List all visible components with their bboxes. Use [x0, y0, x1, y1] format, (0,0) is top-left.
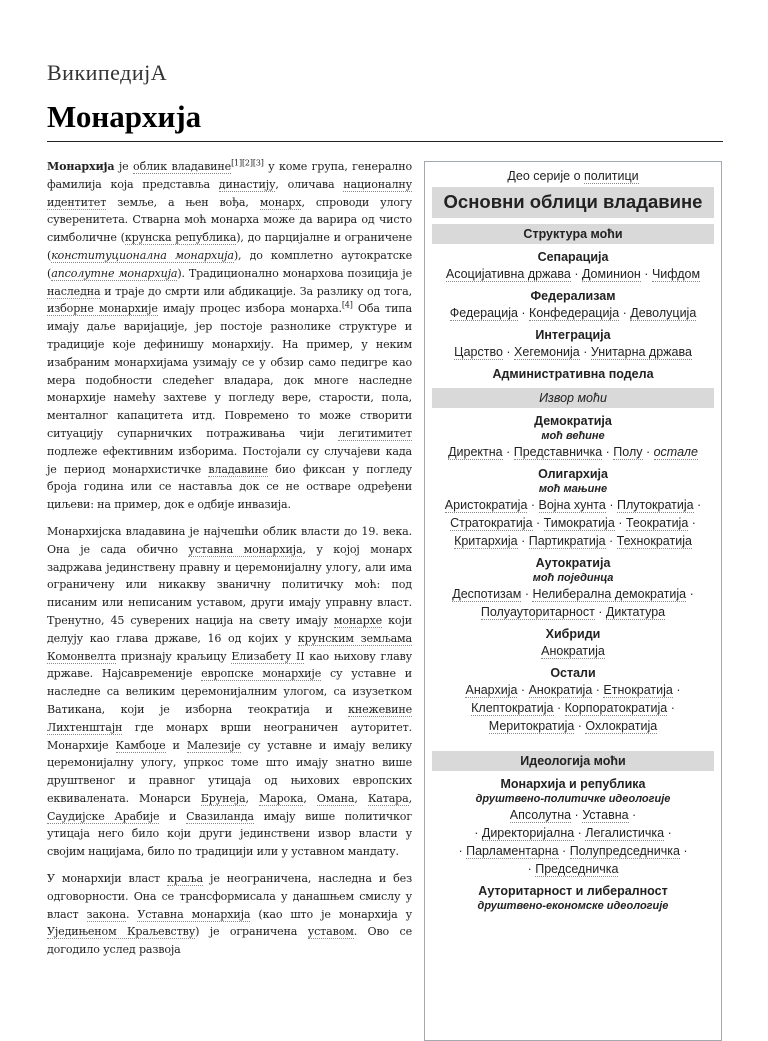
- infobox-item-link[interactable]: Тимократија: [543, 516, 615, 530]
- article-link[interactable]: монархе: [333, 613, 383, 627]
- bullet-separator: ·: [532, 516, 544, 530]
- infobox-items-row: [432, 496, 714, 514]
- article-text: ), до парцијалне и ограничене (: [47, 231, 413, 262]
- article-link[interactable]: Свазиланда: [186, 809, 254, 823]
- infobox-group-items: [432, 343, 714, 361]
- infobox-item-link[interactable]: Доминион: [581, 267, 641, 281]
- infobox-item-link[interactable]: Стратократија: [450, 516, 533, 530]
- article-text: , спроводи улогу суверенитета. Стварна моћ монарха може да варира од чисто симболичне (: [47, 195, 412, 245]
- article-text: ,: [354, 791, 368, 805]
- article-body: [47, 158, 412, 968]
- infobox-title: Основни облици владавине: [432, 187, 714, 218]
- infobox-group-title[interactable]: Федерализам: [530, 289, 616, 303]
- infobox-group-note: моћ појединца: [532, 572, 614, 584]
- article-text: Монархијска владавина је најчешћи облик власти до 19. века. Она је сада обично: [47, 524, 412, 556]
- article-link[interactable]: династију: [218, 177, 276, 191]
- bullet-separator: ·: [672, 683, 681, 697]
- infobox-item-link[interactable]: Анократија: [528, 683, 593, 697]
- article-text: подлеже ефективним изборима. Постојали су случајеви када је период монархистичке: [47, 444, 412, 476]
- infobox-item-link[interactable]: Хегемонија: [514, 345, 580, 359]
- article-link[interactable]: Уједињеном Краљевству: [47, 925, 196, 939]
- infobox-group-items: [432, 304, 714, 322]
- infobox-items-row: [432, 824, 714, 842]
- infobox-item-link[interactable]: Апсолутна: [509, 808, 572, 822]
- infobox-group-title[interactable]: Хибриди: [545, 627, 601, 641]
- infobox-group-title[interactable]: Ауторитарност и либералност: [478, 884, 668, 898]
- article-text: су уставне и имају велику церемонијалну улогу, упркос томе што имају знатно више друштвеног и правног утицаја од њихових европских еквивалената. Монарси: [47, 738, 412, 805]
- infobox-item-link[interactable]: Деволуција: [630, 306, 697, 320]
- infobox-items-row: [432, 806, 714, 824]
- infobox-items-row: [432, 585, 714, 603]
- article-link[interactable]: крунска република: [124, 231, 237, 245]
- bullet-separator: ·: [664, 826, 672, 840]
- bullet-separator: ·: [571, 808, 583, 822]
- infobox-group-title[interactable]: Административна подела: [492, 367, 654, 381]
- bullet-separator: ·: [579, 345, 591, 359]
- infobox-item-link[interactable]: Охлократија: [585, 719, 658, 733]
- article-link[interactable]: краља: [167, 872, 203, 886]
- article-link[interactable]: конституционална монархија: [51, 248, 234, 262]
- article-link[interactable]: уставом: [307, 925, 354, 939]
- bullet-separator: ·: [640, 267, 652, 281]
- article-text: и: [165, 738, 187, 752]
- infobox-items-row: [432, 343, 714, 361]
- article-text: ) је ограничена: [195, 925, 308, 939]
- infobox-group-note: моћ већине: [541, 430, 605, 442]
- infobox-item-link[interactable]: Етнократија: [603, 683, 673, 697]
- bullet-separator: ·: [642, 445, 654, 459]
- infobox-group-note: друштвено-економске идеологије: [477, 900, 669, 912]
- article-text: су уставне и наследне са великим церемонијалним улогом, са изузетком Ватикана, који је изборна теократија и: [47, 667, 412, 716]
- article-link[interactable]: монарх: [259, 195, 302, 209]
- infobox-item-link[interactable]: Војна хунта: [538, 498, 606, 512]
- article-link[interactable]: Катара: [367, 791, 409, 805]
- infobox-item-link[interactable]: Асоцијативна држава: [445, 267, 571, 281]
- infobox-items-row: [432, 642, 714, 660]
- article-text: .: [125, 907, 138, 921]
- section-spacer: [432, 735, 714, 745]
- article-text: ,: [303, 791, 317, 805]
- infobox-item-link[interactable]: Нелиберална демократија: [532, 587, 687, 601]
- article-link[interactable]: Брунеја: [200, 791, 246, 805]
- reference-citation-link[interactable]: [4]: [341, 300, 353, 310]
- article-link[interactable]: Елизабету II: [231, 649, 305, 663]
- bullet-separator: ·: [517, 534, 529, 548]
- infobox-group-title[interactable]: Остали: [550, 666, 596, 680]
- article-text: ), до комплетно аутократске (: [47, 248, 412, 280]
- infobox-group-title[interactable]: Монархија и република: [500, 777, 646, 791]
- bullet-separator: ·: [570, 267, 582, 281]
- bullet-separator: ·: [619, 306, 631, 320]
- article-link[interactable]: изборне монархије: [47, 302, 158, 316]
- infobox-sections: [432, 224, 714, 913]
- page-title: Монархија: [47, 98, 723, 142]
- article-text: као њихову главу државе. Најсавременије: [47, 649, 412, 681]
- article-link[interactable]: Малезије: [186, 738, 241, 752]
- infobox-items-row: [432, 842, 714, 860]
- article-text: ). Традиционално монархова позиција је: [177, 266, 412, 280]
- reference-citation-link[interactable]: [1][2][3]: [231, 158, 264, 168]
- article-text: и: [159, 809, 187, 823]
- infobox-group-items: [432, 681, 714, 735]
- infobox-group-items: [432, 496, 714, 550]
- article-link[interactable]: владавине: [208, 462, 268, 476]
- article-link[interactable]: уставна монархија: [188, 542, 303, 556]
- bullet-separator: ·: [517, 683, 529, 697]
- infobox-item-link[interactable]: Клептократија: [471, 701, 554, 715]
- article-text: (као што је монархија у: [250, 907, 413, 921]
- infobox-group-items: [432, 642, 714, 660]
- infobox-politics-link[interactable]: политици: [584, 169, 639, 183]
- article-text: који делују као глава државе, 16 од којих у: [47, 613, 412, 645]
- article-link[interactable]: европске монархије: [201, 667, 322, 681]
- bullet-separator: ·: [474, 826, 482, 840]
- infobox-item-link[interactable]: Унитарна држава: [590, 345, 692, 359]
- infobox-item-link[interactable]: Представничка: [513, 445, 603, 459]
- article-link[interactable]: Омана: [316, 791, 355, 805]
- infobox-above-prefix: Део серије о: [507, 169, 585, 183]
- bullet-separator: ·: [553, 701, 565, 715]
- bullet-separator: ·: [574, 826, 586, 840]
- infobox-item-link[interactable]: Меритократија: [488, 719, 575, 733]
- article-text: ,: [245, 791, 259, 805]
- infobox-group-items: [432, 265, 714, 283]
- bullet-separator: ·: [558, 844, 570, 858]
- infobox-items-row: [432, 443, 714, 461]
- article-text: , оличава: [275, 177, 344, 191]
- article-link[interactable]: националну идентитет: [47, 177, 412, 209]
- infobox-items-row: [432, 304, 714, 322]
- article-link[interactable]: закона: [86, 907, 126, 921]
- infobox-item-link[interactable]: Анархија: [465, 683, 518, 697]
- infobox-item-link[interactable]: Полупредседничка: [569, 844, 680, 858]
- article-text: ,: [408, 791, 412, 805]
- infobox-items-row: [432, 514, 714, 532]
- infobox-item-link[interactable]: Федерација: [449, 306, 518, 320]
- infobox-item-link[interactable]: Плутократија: [616, 498, 694, 512]
- article-link[interactable]: легитимитет: [338, 426, 412, 440]
- article-text: је неограничена, наследна и без одговорности. Она се трансформисала у данашњем смислу у власт: [47, 872, 412, 921]
- infobox-item-link[interactable]: Партикратија: [528, 534, 606, 548]
- bullet-separator: ·: [605, 498, 617, 512]
- infobox-items-row: [432, 265, 714, 283]
- infobox-group-title[interactable]: Сепарација: [537, 250, 609, 264]
- article-link[interactable]: облик владавине: [133, 160, 232, 173]
- infobox-group-items: [432, 443, 714, 461]
- infobox-group-title[interactable]: Аутократија: [535, 556, 611, 570]
- article-text: земље, а њен вођа,: [106, 195, 260, 209]
- bullet-separator: ·: [527, 498, 539, 512]
- infobox-group-title[interactable]: Демократија: [534, 414, 612, 428]
- infobox-item-link[interactable]: Аристократија: [444, 498, 528, 512]
- infobox-item-link[interactable]: Парламентарна: [466, 844, 559, 858]
- bullet-separator: ·: [521, 587, 533, 601]
- infobox-item-link[interactable]: Председничка: [535, 862, 619, 876]
- infobox-group-items: [432, 585, 714, 621]
- article-text: је: [114, 160, 134, 173]
- infobox-item-link[interactable]: Критархија: [454, 534, 518, 548]
- infobox-section-header: Идеологија моћи: [432, 751, 714, 771]
- infobox-item-link[interactable]: Диктатура: [605, 605, 666, 619]
- article-link[interactable]: апсолутне монархија: [51, 266, 178, 280]
- infobox-items-row: [432, 603, 714, 621]
- bullet-separator: ·: [502, 345, 515, 359]
- article-link[interactable]: крунским земљама Комонвелта: [47, 631, 412, 663]
- infobox-item-link[interactable]: Анократија: [541, 644, 605, 658]
- bullet-separator: ·: [628, 808, 637, 822]
- article-link[interactable]: Камбоџе: [115, 738, 166, 752]
- infobox-item-link[interactable]: Корпоратократија: [564, 701, 668, 715]
- infobox-item-link[interactable]: Деспотизам: [452, 587, 522, 601]
- article-link[interactable]: Саудијске Арабије: [47, 809, 160, 823]
- infobox-item-link[interactable]: Легалистичка: [585, 826, 665, 840]
- article-paragraph: [47, 158, 412, 514]
- article-text: био фиксан у погледу броја година или се наставља док се не остваре одређени циљеви: на пример, док е одбије инвазија.: [47, 462, 412, 512]
- article-subject-bold: Монархија: [47, 160, 115, 173]
- bullet-separator: ·: [693, 498, 702, 512]
- article-text: у коме група, генерално фамилија која представља: [47, 160, 412, 191]
- article-text: имају више политичког утицаја него било који други јединствени извор власти у својим нацијама, било по традицији или у уставном мандату.: [47, 809, 412, 859]
- bullet-separator: ·: [517, 306, 530, 320]
- infobox-item-link[interactable]: Технократија: [616, 534, 692, 548]
- article-text: и траје до смрти или абдикације. За разлику од тога,: [100, 284, 412, 298]
- bullet-separator: ·: [614, 516, 626, 530]
- bullet-separator: ·: [686, 587, 694, 601]
- bullet-separator: ·: [688, 516, 696, 530]
- article-text: У монархији власт: [47, 872, 168, 886]
- infobox-group-note: моћ мањине: [538, 483, 608, 495]
- article-link[interactable]: Уставна монархија: [137, 907, 251, 921]
- article-text: признају краљицу: [116, 649, 232, 663]
- bullet-separator: ·: [602, 445, 614, 459]
- article-text: Оба типа имају даље варијације, јер постоје разноликe структуре и традиције које дефинишу монархију. На пример, у неким изабраним монархијама узимају се у обзир само педигре као мера подобности следећег владара, док многе наследне монархије намећу захтеве у погледу вере, старости, пола, менталног капацитета итд. Повремено то може створити ситуацију супарничких потраживања чији: [47, 302, 412, 440]
- bullet-separator: ·: [458, 844, 467, 858]
- infobox-item-link[interactable]: Теократија: [625, 516, 689, 530]
- infobox-item-link[interactable]: остале: [653, 445, 698, 459]
- article-text: . Ово се догодило услед развоја: [47, 925, 413, 957]
- infobox-group-title[interactable]: Интеграција: [535, 328, 611, 342]
- infobox-above: [432, 169, 714, 183]
- bullet-separator: ·: [502, 445, 514, 459]
- infobox-item-link[interactable]: Полу: [613, 445, 643, 459]
- infobox-items-row: [432, 681, 714, 699]
- article-text: имају процес избора монарха.: [157, 302, 342, 316]
- infobox-item-link[interactable]: Уставна: [582, 808, 629, 822]
- infobox-items-row: [432, 532, 714, 550]
- infobox-item-link[interactable]: Полуауторитарност: [480, 605, 595, 619]
- article-paragraph: [47, 523, 412, 861]
- article-link[interactable]: наследна: [47, 284, 101, 298]
- infobox-section-header: Структура моћи: [432, 224, 714, 244]
- bullet-separator: ·: [667, 701, 675, 715]
- article-link[interactable]: Марока: [258, 791, 304, 805]
- bullet-separator: ·: [594, 605, 606, 619]
- infobox-item-link[interactable]: Чифдом: [651, 267, 701, 281]
- infobox-navbox: [424, 161, 722, 1041]
- bullet-separator: ·: [605, 534, 617, 548]
- bullet-separator: ·: [592, 683, 604, 697]
- infobox-group-title[interactable]: Олигархија: [538, 467, 608, 481]
- infobox-item-link[interactable]: Директоријална: [481, 826, 575, 840]
- article-link[interactable]: кнежевине Лихтенштајн: [47, 702, 412, 734]
- article-text: где монарх врши неограничен ауторитет. Монархије: [47, 720, 412, 752]
- infobox-group-items: [432, 806, 714, 878]
- infobox-item-link[interactable]: Царство: [454, 345, 503, 359]
- infobox-group-note: друштвено-политичке идеологије: [475, 793, 671, 805]
- bullet-separator: ·: [574, 719, 586, 733]
- bullet-separator: ·: [527, 862, 536, 876]
- article-paragraph: [47, 870, 412, 959]
- infobox-item-link[interactable]: Конфедерација: [529, 306, 620, 320]
- infobox-items-row: [432, 699, 714, 717]
- infobox-items-row: [432, 717, 714, 735]
- infobox-items-row: [432, 860, 714, 878]
- infobox-item-link[interactable]: Директна: [448, 445, 503, 459]
- article-text: , у којој монарх задржава јединствену правну и церемонијалну улогу, али има ограничену или никакву званичну политичку моћ: под писаним или неписаним уставом, други имају управну власт. Тренутно, 45 суверених нација на свету имају: [47, 542, 413, 627]
- bullet-separator: ·: [679, 844, 688, 858]
- wikipedia-wordmark[interactable]: ВикипедијА: [47, 60, 168, 85]
- infobox-section-header: Извор моћи: [432, 388, 714, 408]
